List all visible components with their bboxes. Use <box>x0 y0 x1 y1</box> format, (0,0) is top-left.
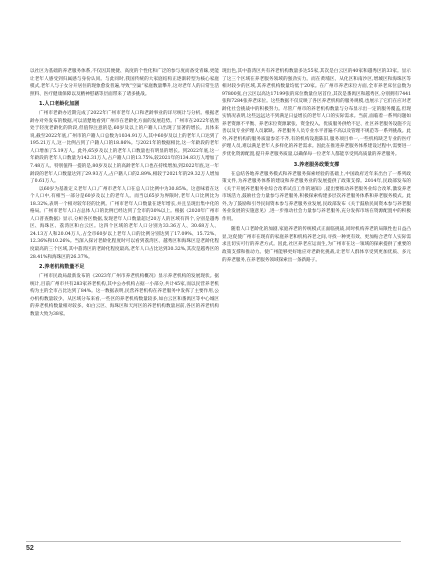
paragraph: 广州市老龄办近期完成了2022年广州市老年人口和老龄事业的详尽统计与分析。根据老龄办对外发布的数据,可以清楚地看到广州市在老龄化方面的发展趋势。广州市在2022年依然处于轻度老龄化的阶段,但值得注意的是,60岁及以上的户籍人口出现了显著的增长。具体来说,截至2022年底,广州市的户籍人口总数为1034.91万人,其中60岁及以上的老年人口达到了195.21万人,这一比例占到了户籍人口的18.86%。与2021年的数据相比,这一年龄段的老年人口增加了5.19万人。此外,65岁及以上的老年人口数量也有明显的增长。到2022年底,这一年龄段的老年人口数量为142.31万人,占户籍人口的13.75%,较2021年的134.83万人增加了7.48万人。特别值得一提的是,80岁及以上的高龄老年人口也在持续增加,到2022年底,这一年龄段的老年人口数量达到了29.93万人,占户籍人口的2.89%,相较于2021年的29.32万人增加了0.61万人。 <box>30 111 219 185</box>
left-column <box>30 68 219 318</box>
paragraph: 在总结各地养老服务模式和养老服务探索经验的基础上,中国政府近年来出台了一系列政策文件,为养老服务体系的建设和养老服务业的发展提供了政策支撑。2014年,民政部发布的《关于开展养老服务业综合改革试点工作的通知》,提出要推动养老服务业综合改革,激发养老市场活力,鼓励社会力量参与养老服务,积极探索构建多层次养老服务体系和养老服务模式。此外,为了鼓励和引导民间资本参与养老服务业发展,民政部发布《关于鼓励民间资本参与养老服务业发展的实施意见》,进一步推动社会力量参与养老服务,充分发挥市场在资源配置中的积极作用。 <box>222 171 411 222</box>
paragraph: 广州市民政局最新发布的《2023年广州市养老机构概况》显示养老机构的发展现状。据统计,目前广州市共有283家养老机构,其中公办机构占据一小部分,共计45家,而以民营养老机构为主的全市占比达到了84%。这一数据表明,民营养老机构在养老服务中发挥了主要作用,公办机构数量较少。从区域分布来看,一些区的养老机构数量较多,如白云区和番禺区等中心城区的养老机构数量相对较多。如白云区、海珠区和天河区的养老机构数量居前,各区的养老机构数量大致为38家。 <box>30 274 219 317</box>
right-column <box>222 68 411 264</box>
paragraph: 以60岁为基准定义老年人口,广州市老年人口在总人口比例中为30.85%。这意味着在这个人口中,有相当一部分是60岁及以上的老年人。而当以65岁为界限时,老年人口比例比为18.32%,表明一个相对较年轻的比例。广州市老年人口数量在逐年增长,并且呈现出集中化的格局。广州市老年人口占总体人口的比例已经达到了全市的30%以上。根据《2020年广州市人口普查数据》显示,分析各区数据,发现老年人口数量超过20万人的区域有四个,分别是越秀区、海珠区、荔湾区和白云区。这四个区域的老年人口分别为33.36万人、30.68万人、24.13万人和20.04万人,占全市60岁以上老年人口的比例分别达到了17.09%、15.72%、12.36%和10.26%。当深入探讨老龄化程度时可以看到荔湾区、越秀区和海珠区是老龄化程度最高的三个区域,其中荔湾区的老龄化程度最高,老年人口占比达到30.32%,其次是越秀区的28.41%和海珠区的26.37%。 <box>30 186 219 260</box>
page-number: 52 <box>26 545 34 552</box>
section-heading: 1.人口老龄化加剧 <box>39 101 80 108</box>
section-heading: 2.养老机构数量不足 <box>39 264 85 271</box>
footer-divider <box>26 541 401 542</box>
paragraph: 随着人口老龄化的加剧,家庭养老的传统模式正面临挑战,同时机构养老的局限性也日益凸显,这促使广州市在现有的家庭养老和机构养老之间,寻找一种更有效、更加贴合老年人实际需求且切实可行的养老方式。因此,社区养老应运而生,为广州市在这一领域的探索提供了重要的政策支撑和推动力。使广州能够更好地应对老龄化挑战,让老年人群体享受到更加优质、多元的养老服务,在养老服务领域探索出一条新路子。 <box>222 227 411 263</box>
paragraph: 以社区为基础的养老服务体系,不仅因其便捷、高度的个性化和广泛的参与度而备受青睐,更能让老年人感受到归属感与身份认同。与此同时,我国传统的大家庭结构正逐渐转型为核心家庭模式,老年人与子女分开居住的现象愈发普遍,导致“空巢”家庭数量攀升,这对老年人的日常生活照料、医疗健康保障以及精神慰藉等层面带来了诸多挑战。 <box>30 69 219 97</box>
paragraph: 现出色,其中荔湾区共有养老机构数量多达55家,其次是白云区的40家和越秀区的33家。显示了这三个区域在养老服务领域的强劲实力。而在黄埔区、从化区和南沙区,增城区和海珠区等相对较少的区域,其养老机构数量均低于20家。在广州市养老床位方面,全市养老床位总数为97800张,白云区以高达17199张的床位数量位居首位,其次是番禺区和越秀区,分别拥有7441张和7284张养老床位。这些数据不仅反映了各区养老机构的服务规模,也展示了它们在应对老龄化社会挑战中的积极努力。尽管广州市的养老机构数量与分布显示出一定的服务覆盖,但现实情况表明,这些远远达不到满足日益增长的老年人口的实际需求。当前,面临着一系列问题如养老资源不平衡、养老床位资源紧张、资金投入、优质服务供给不足、社区养老服务设施不完善以及专业护理人员紧缺。养老服务人员专业水平普遍不高以及管理不规范等一系列挑战。此外,养老机构的服务质量参差不齐,有的机构设施陈旧,服务项目单一,一些机构缺乏专业的医疗护理人员,难以满足老年人多样化的养老需求。因此在推进养老服务体系建设过程中,需要进一步优化资源配置,提升养老服务质量,以确保每一位老年人都能享受到高质量的养老服务。 <box>222 69 411 158</box>
section-heading: 3.养老服务政策支撑 <box>293 161 340 168</box>
